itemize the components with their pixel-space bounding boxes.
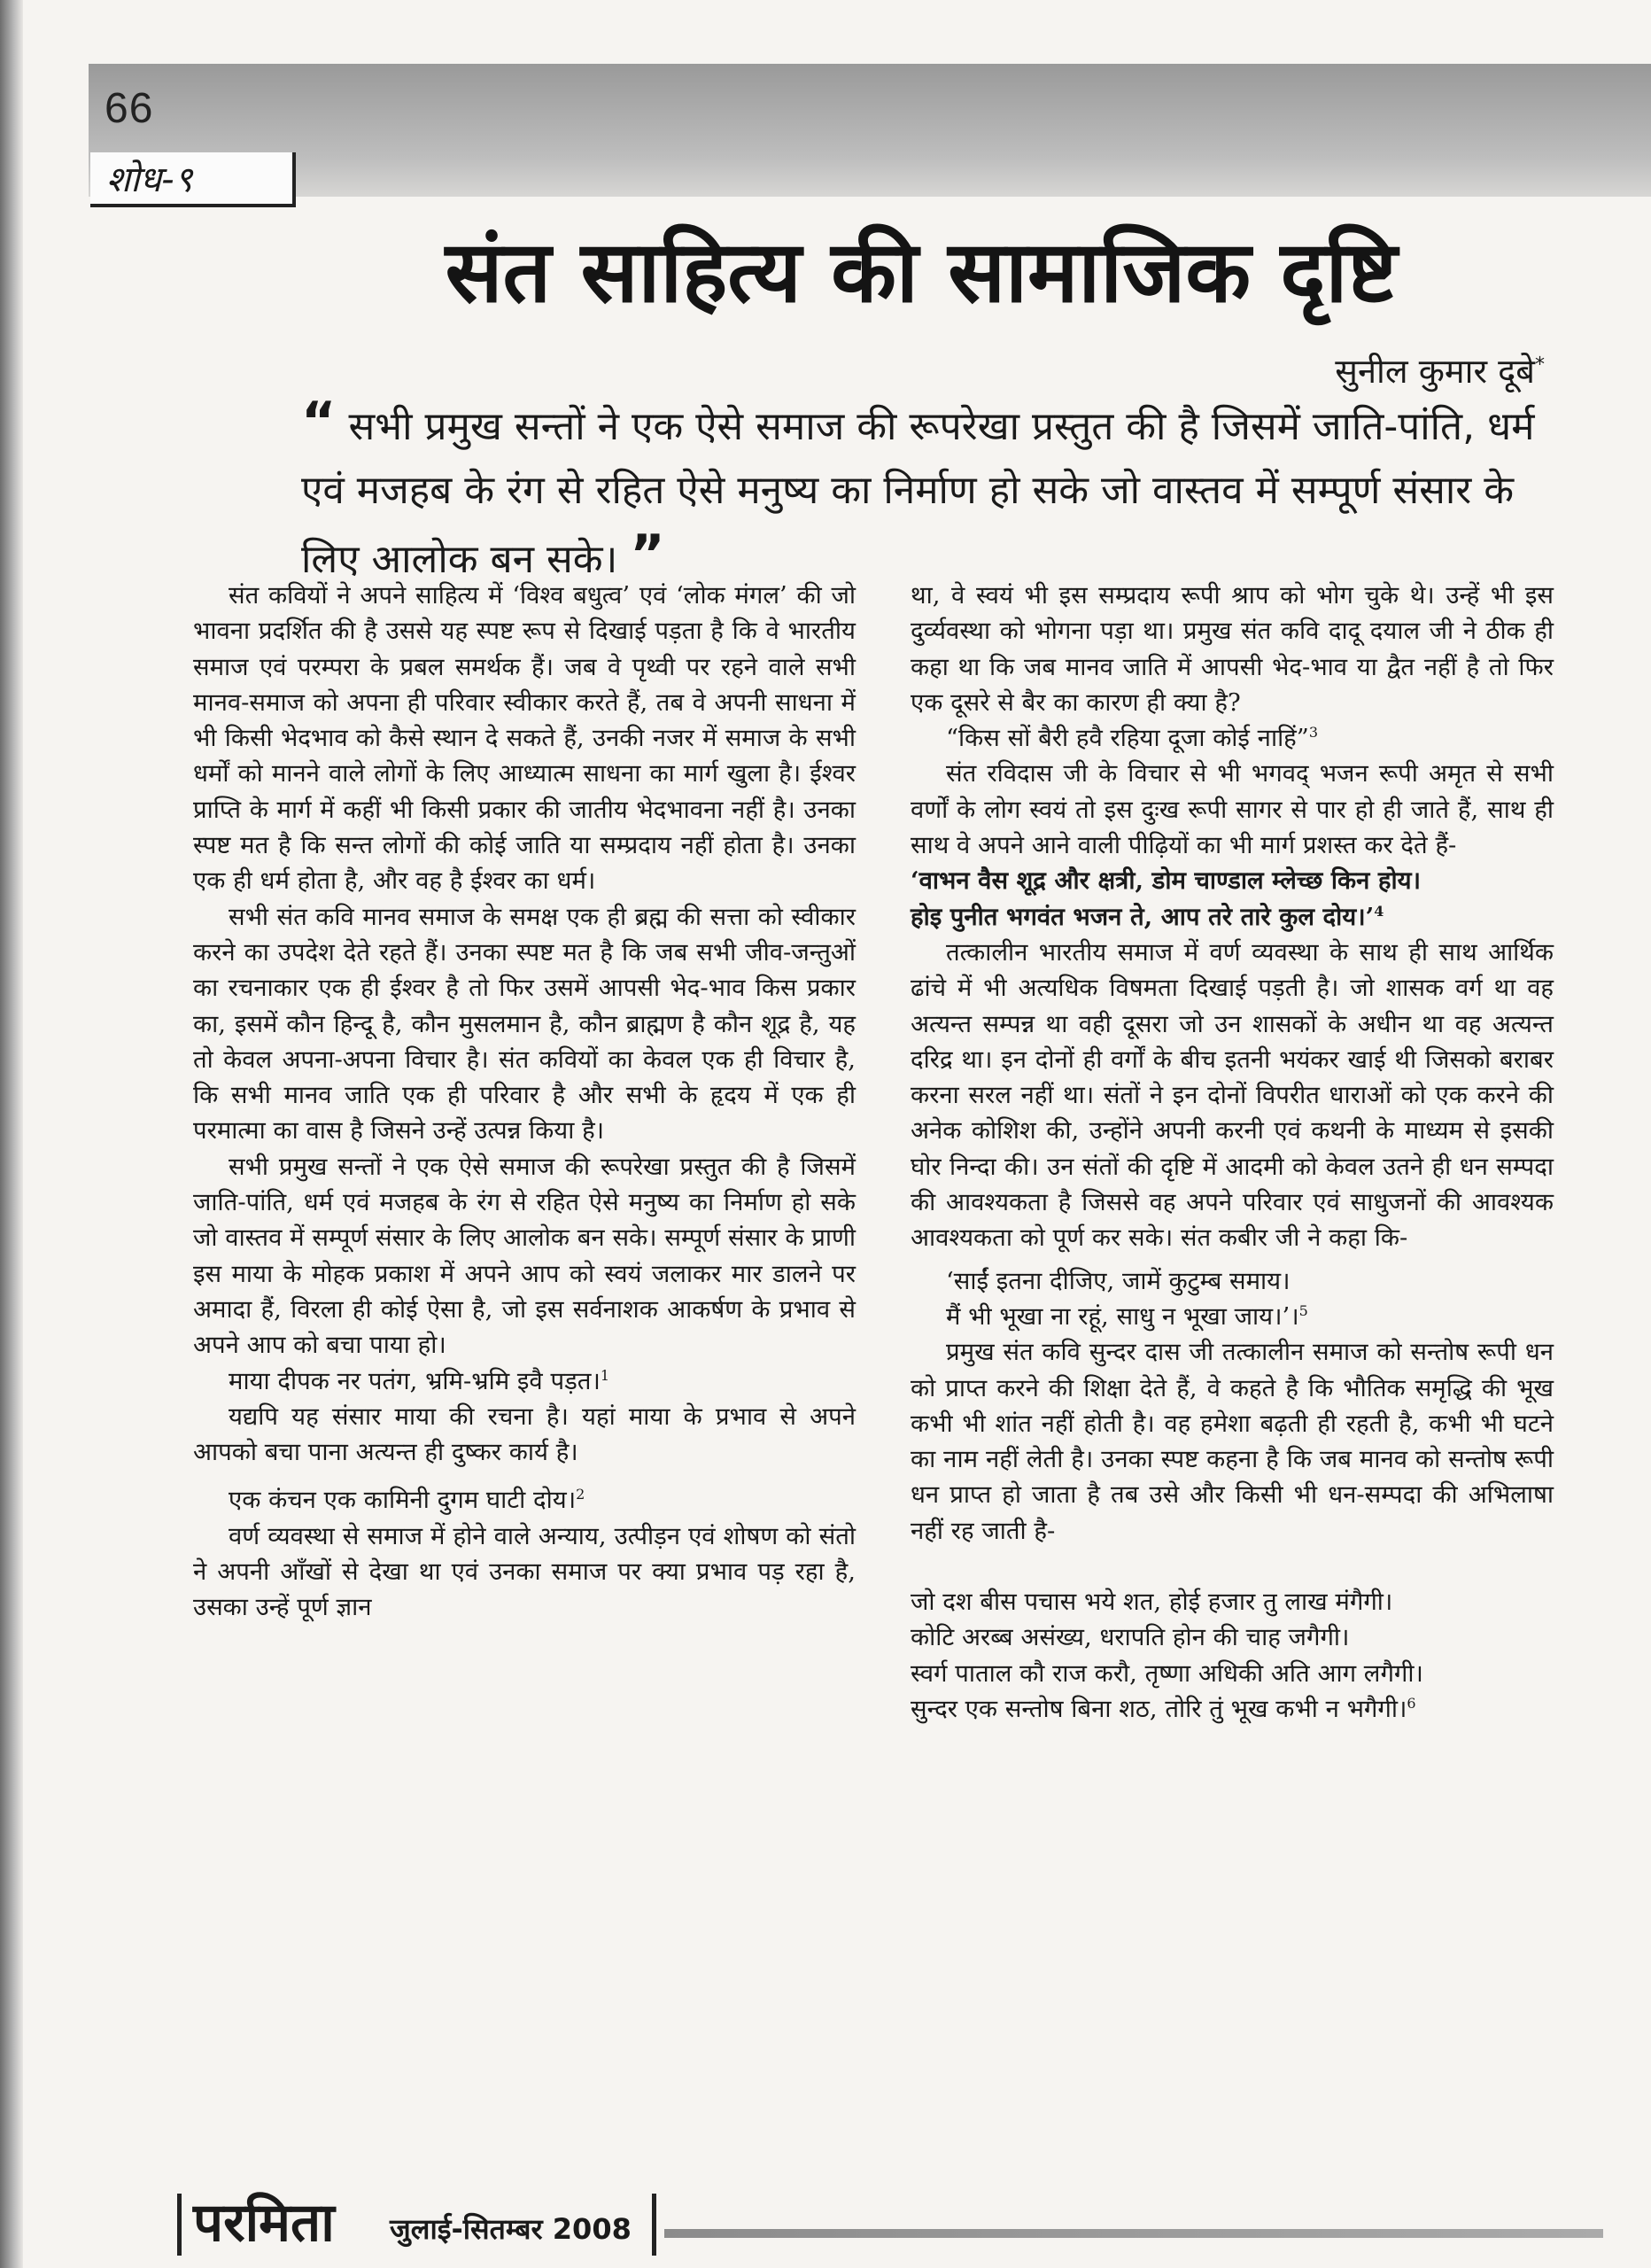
page-number: 66	[105, 85, 154, 132]
paragraph: था, वे स्वयं भी इस सम्प्रदाय रूपी श्राप को भोग चुके थे। उन्हें भी इस दुर्व्यवस्था को भोगना पड़ा था। प्रमुख संत कवि दादू दयाल जी ने ठीक ही कहा था कि जब मानव जाति में आपसी भेद-भाव या द्वैत नहीं है तो फिर एक दूसरे से बैर का कारण ही क्या है?	[911, 581, 1554, 717]
paragraph: संत कवियों ने अपने साहित्य में ‘विश्व बधुत्व’ एवं ‘लोक मंगल’ की जो भावना प्रदर्शित की है उससे यह स्पष्ट रूप से दिखाई पड़ता है कि वे भारतीय समाज एवं परम्परा के प्रबल समर्थक हैं। जब वे पृथ्वी पर रहने वाले सभी मानव-समाज को अपना ही परिवार स्वीकार करते हैं, तब वे अपनी साधना में भी किसी भेदभाव को कैसे स्थान दे सकते हैं, उनकी नजर में समाज के सभी धर्मों को मानने वाले लोगों के लिए आध्यात्म साधना का मार्ग खुला है। ईश्वर प्राप्ति के मार्ग में कहीं भी किसी प्रकार की जातीय भेदभावना नहीं है। उनका स्पष्ट मत है कि सन्त लोगों की कोई जाति या सम्प्रदाय नहीं होता है। उनका एक ही धर्म होता है, और वह है ईश्वर का धर्म।	[193, 581, 856, 896]
footnote-mark: 1	[600, 1366, 610, 1384]
verse-text: एक कंचन एक कामिनी दुगम घाटी दोय।	[229, 1486, 577, 1515]
verse-text: होइ पुनीत भगवंत भजन ते, आप तरे तारे कुल दोय।’	[911, 902, 1375, 931]
quote-close-mark: ”	[630, 524, 665, 586]
magazine-logo: परमिता	[193, 2192, 335, 2254]
author-line	[1335, 347, 1545, 393]
footer-divider	[652, 2194, 656, 2256]
left-column	[193, 578, 856, 1626]
verse-quote	[193, 1482, 856, 1518]
verse-text: सुन्दर एक सन्तोष बिना शठ, तोरि तुं भूख कभी न भगैगी।	[911, 1694, 1407, 1723]
issue-date: जुलाई-सितम्बर 2008	[390, 2212, 632, 2246]
footnote-mark: 2	[576, 1486, 585, 1503]
header-band	[89, 64, 1651, 197]
footnote-mark: 4	[1374, 902, 1384, 920]
verse-line	[911, 899, 1554, 935]
verse-quote	[193, 1363, 856, 1399]
verse-line: ‘वाभन वैस शूद्र और क्षत्री, डोम चाण्डाल म्लेच्छ किन होय।	[911, 866, 1422, 896]
verse-text: मैं भी भूखा ना रहूं, साधु न भूखा जाय।’।	[946, 1301, 1299, 1331]
footer-rule	[664, 2229, 1603, 2238]
paragraph: संत रविदास जी के विचार से भी भगवद् भजन रूपी अमृत से सभी वर्णों के लोग स्वयं तो इस दुःख रूपी सागर से पार हो ही जाते हैं, साथ ही साथ वे अपने आने वाली पीढ़ियों का भी मार्ग प्रशस्त कर देते हैं-	[911, 759, 1554, 860]
verse-line: कोटि अरब्ब असंख्य, धरापति होन की चाह जगैगी।	[911, 1623, 1350, 1652]
verse-line	[911, 1299, 1554, 1334]
verse-line: जो दश बीस पचास भये शत, होई हजार तु लाख मंगैगी।	[911, 1588, 1393, 1617]
paragraph: सभी संत कवि मानव समाज के समक्ष एक ही ब्रह्म की सत्ता को स्वीकार करने का उपदेश देते रहते हैं। उनका स्पष्ट मत है कि जब सभी जीव-जन्तुओं का रचनाकार एक ही ईश्वर है तो फिर उसमें आपसी भेद-भाव किस प्रकार का, इसमें कौन हिन्दू है, कौन मुसलमान है, कौन ब्राह्मण है कौन शूद्र है, यह तो केवल अपना-अपना विचार है। संत कवियों का केवल एक ही विचार है, कि सभी मानव जाति एक ही परिवार है और सभी के हृदय में एक ही परमात्मा का वास है जिसने उन्हें उत्पन्न किया है।	[193, 902, 856, 1146]
verse-line: स्वर्ग पाताल कौ राज करौ, तृष्णा अधिकी अति आग लगैगी।	[911, 1658, 1423, 1688]
article-title: संत साहित्य की सामाजिक दृष्टि	[445, 222, 1398, 322]
author-footnote-mark: *	[1535, 353, 1545, 377]
paragraph: प्रमुख संत कवि सुन्दर दास जी तत्कालीन समाज को सन्तोष रूपी धन को प्राप्त करने की शिक्षा देते हैं, वे कहते है कि भौतिक समृद्धि की भूख कभी भी शांत नहीं होती है। वह हमेशा बढ़ती ही रहती है, कभी भी घटने का नाम नहीं लेती है। उनका स्पष्ट कहना है कि जब मानव को सन्तोष रूपी धन प्राप्त हो जाता है तब उसे और किसी भी धन-सम्पदा की अभिलाषा नहीं रह जाती है-	[911, 1338, 1554, 1545]
verse-text: “किस सों बैरी हवै रहिया दूजा कोई नाहिं”	[946, 724, 1309, 753]
pull-quote-text: सभी प्रमुख सन्तों ने एक ऐसे समाज की रूपरेखा प्रस्तुत की है जिसमें जाति-पांति, धर्म एवं मजहब के रंग से रहित ऐसे मनुष्य का निर्माण हो सके जो वास्तव में सम्पूर्ण संसार के लिए आलोक बन सके।	[301, 404, 1535, 582]
footer-divider	[177, 2194, 182, 2256]
paragraph: वर्ण व्यवस्था से समाज में होने वाले अन्याय, उत्पीड़न एवं शोषण को संतो ने अपनी आँखों से देखा था एवं उनका समाज पर क्या प्रभाव पड़ रहा है, उसका उन्हें पूर्ण ज्ञान	[193, 1521, 856, 1622]
section-tag: शोध-९	[90, 152, 296, 207]
verse-gap	[911, 1549, 1554, 1584]
verse-text: माया दीपक नर पतंग, भ्रमि-भ्रमि इवै पड़त।	[229, 1366, 601, 1395]
paragraph: सभी प्रमुख सन्तों ने एक ऐसे समाज की रूपरेखा प्रस्तुत की है जिसमें जाति-पांति, धर्म एवं मजहब के रंग से रहित ऐसे मनुष्य का निर्माण हो सके जो वास्तव में सम्पूर्ण संसार के लिए आलोक बन सके। सम्पूर्ण संसार के प्राणी इस माया के मोहक प्रकाश में अपने आप को स्वयं जलाकर मार डालने पर अमादा हैं, विरला ही कोई ऐसा है, जो इस सर्वनाशक आकर्षण के प्रभाव से अपने आप को बचा पाया हो।	[193, 1152, 856, 1360]
right-column	[911, 578, 1554, 1727]
footnote-mark: 6	[1407, 1694, 1416, 1712]
author-name: सुनील कुमार दूबे	[1335, 352, 1535, 391]
footnote-mark: 3	[1308, 724, 1319, 742]
verse-quote	[911, 720, 1554, 756]
footnote-mark: 5	[1298, 1301, 1308, 1319]
paragraph: यद्यपि यह संसार माया की रचना है। यहां माया के प्रभाव से अपने आपको बचा पाना अत्यन्त ही दुष्कर कार्य है।	[193, 1402, 856, 1467]
quote-open-mark: “	[301, 391, 337, 453]
page-edge-shadow	[0, 0, 23, 2268]
pull-quote	[301, 390, 1550, 592]
verse-line	[911, 1691, 1554, 1727]
paragraph: तत्कालीन भारतीय समाज में वर्ण व्यवस्था के साथ ही साथ आर्थिक ढांचे में भी अत्यधिक विषमता दिखाई पड़ती है। जो शासक वर्ग था वह अत्यन्त सम्पन्न था वही दूसरा जो उन शासकों के अधीन था वह अत्यन्त दरिद्र था। इन दोनों ही वर्गों के बीच इतनी भयंकर खाई थी जिसको बराबर करना सरल नहीं था। संतों ने इन दोनों विपरीत धाराओं को एक करने की अनेक कोशिश की, उन्होंने अपनी करनी एवं कथनी के माध्यम से इसकी घोर निन्दा की। उन संतों की दृष्टि में आदमी को केवल उतने ही धन सम्पदा की आवश्यकता है जिससे वह अपने परिवार एवं साधुजनों की आवश्यक आवश्यकता को पूर्ण कर सके। संत कबीर जी ने कहा कि-	[911, 937, 1554, 1253]
verse-line: ‘साईं इतना दीजिए, जामें कुटुम्ब समाय।	[946, 1266, 1291, 1295]
